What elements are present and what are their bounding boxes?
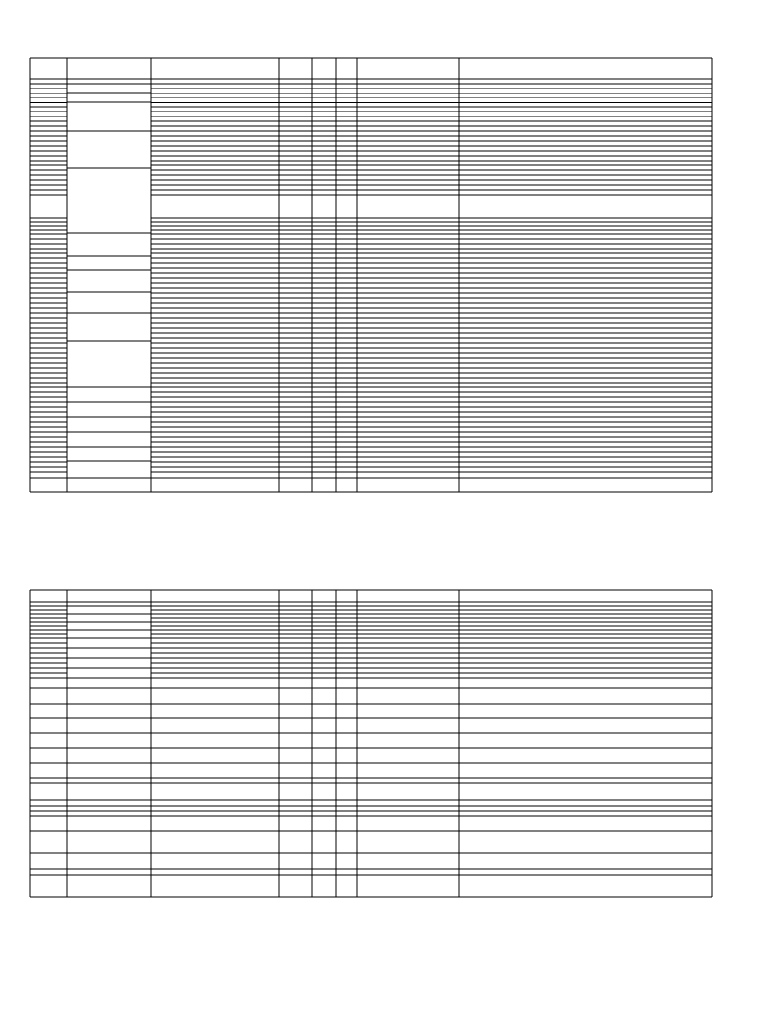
upper-table xyxy=(30,58,712,492)
lower-table xyxy=(30,590,712,897)
